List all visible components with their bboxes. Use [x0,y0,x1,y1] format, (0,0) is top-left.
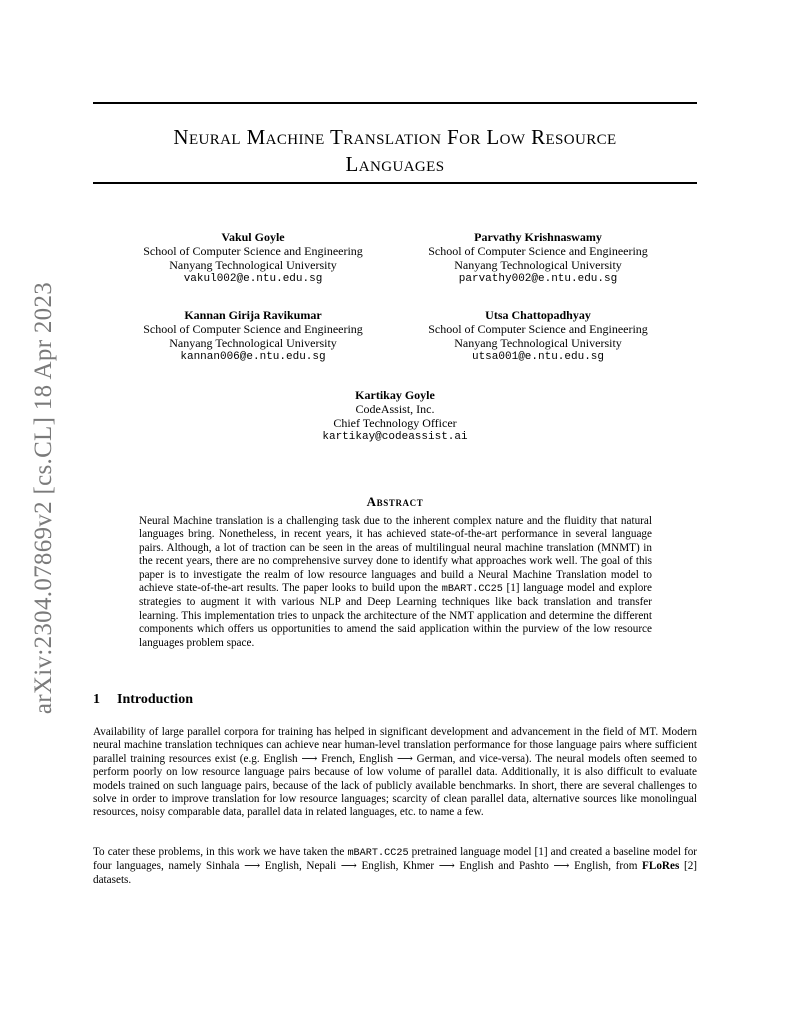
author-institution: Nanyang Technological University [169,258,337,272]
author-name: Vakul Goyle [221,230,285,244]
model-name-code: mBART.CC25 [441,584,503,596]
section-title: Introduction [117,692,193,707]
author-name: Kartikay Goyle [355,388,435,402]
author-email: kartikay@codeassist.ai [322,431,468,443]
section-heading [93,692,193,708]
paragraph-text: Availability of large parallel corpora for training has helped in significant development and advancement in the field of MT. Modern neural machine translation techniques can achieve near human-level translation performance for those language pairs where sufficient parallel training resources exist (e.g. English ⟶ French, English ⟶ German, and vice-versa). The neural models often seemed to perform poorly on low resource language pairs because of low volume of parallel data. Additionally, it is also difficult to evaluate models trained on such language pairs, because of the lack of publicly available benchmarks. In short, there are several challenges to solve in order to improve translation for low resource languages; scarcity of clean parallel data, alternative sources like monolingual resources, noisy comparable data, parallel data in related languages, etc. to name a few. [93,726,697,819]
author-email: vakul002@e.ntu.edu.sg [183,273,323,285]
intro-paragraph-1 [93,726,697,820]
author-institution: Nanyang Technological University [454,258,622,272]
author-email: kannan006@e.ntu.edu.sg [180,351,326,363]
author-name: Kannan Girija Ravikumar [184,308,322,322]
author-block [388,308,688,364]
top-rule [93,102,697,104]
author-block [245,388,545,444]
title-line-1: Neural Machine Translation For Low Resource [173,125,617,149]
title-line-2: Languages [345,152,445,176]
abstract-heading: Abstract [366,494,424,509]
author-affiliation: School of Computer Science and Engineering [143,244,363,258]
author-block [103,230,403,286]
abstract-body [139,515,652,650]
author-email: parvathy002@e.ntu.edu.sg [458,273,618,285]
author-institution: Nanyang Technological University [454,336,622,350]
dataset-name: FLoRes [642,860,680,873]
author-affiliation: School of Computer Science and Engineering [428,322,648,336]
paragraph-text: pretrained language model [1] and created a baseline model for four languages, namely Sinhala ⟶ English, Nepali ⟶ English, Khmer ⟶ English and Pashto ⟶ English, from [93,846,698,873]
intro-paragraph-2 [93,846,697,887]
paper-title [93,124,697,178]
paragraph-text: To cater these problems, in this work we have taken the [93,846,345,858]
author-email: utsa001@e.ntu.edu.sg [471,351,605,363]
section-number: 1 [93,692,100,707]
paragraph-text: [2] datasets. [93,860,698,886]
abstract-text: [1] language model and explore strategies to augment it with various NLP and Deep Learning techniques like back translation and transfer learning. This implementation tries to unpack the architecture of the NMT application and determine the different components which offers us opportunities to amend the said application within the purview of the low resource languages problem space. [139,582,653,649]
author-block [388,230,688,286]
author-name: Utsa Chattopadhyay [485,308,591,322]
title-bottom-rule [93,182,697,184]
abstract-text: Neural Machine translation is a challenging task due to the inherent complex nature and the fluidity that natural languages bring. Nonetheless, in recent years, it has achieved state-of-the-art performance in several language pairs. Although, a lot of traction can be seen in the areas of multilingual neural machine translation (MNMT) in the recent years, there are no comprehensive survey done to identify what approaches work well. The goal of this paper is to investigate the realm of low resource languages and build a Neural Machine Translation model to achieve state-of-the-art results. The paper looks to build upon the [139,515,652,595]
arxiv-stamp-text: arXiv:2304.07869v2 [cs.CL] 18 Apr 2023 [30,281,57,715]
author-institution: Nanyang Technological University [169,336,337,350]
author-name: Parvathy Krishnaswamy [474,230,602,244]
author-affiliation: CodeAssist, Inc. [355,402,435,416]
author-affiliation: School of Computer Science and Engineering [143,322,363,336]
author-block [103,308,403,364]
author-affiliation: School of Computer Science and Engineering [428,244,648,258]
model-name-code: mBART.CC25 [347,848,409,859]
author-institution: Chief Technology Officer [333,416,457,430]
